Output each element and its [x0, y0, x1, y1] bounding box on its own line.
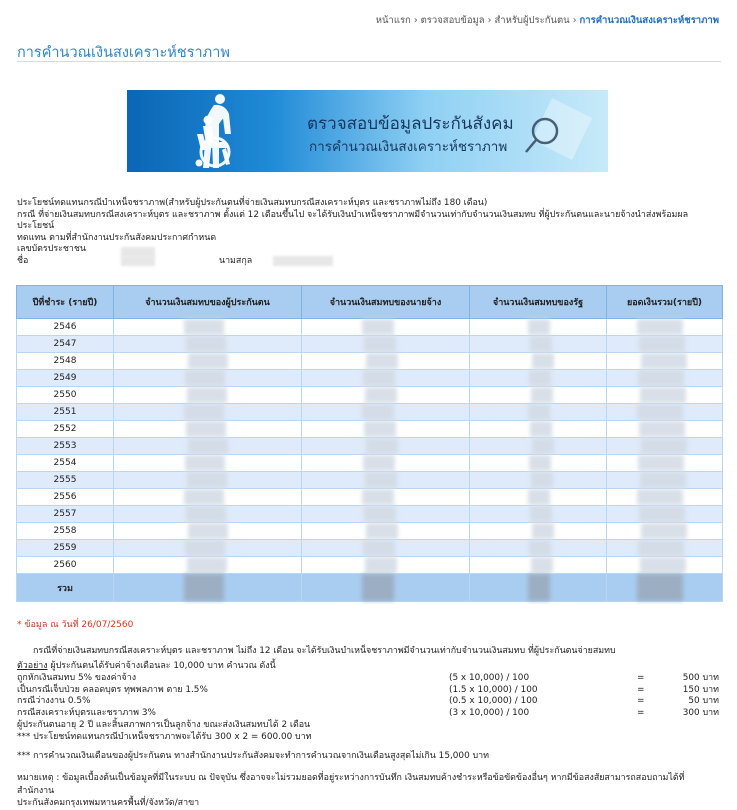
amount-cell-redacted: [470, 523, 607, 540]
col-header-government: จำนวนเงินสมทบของรัฐ: [470, 286, 607, 319]
redacted-value: [365, 557, 397, 573]
amount-cell-redacted: [607, 387, 723, 404]
year-cell: 2551: [17, 404, 114, 421]
data-date-note: * ข้อมูล ณ วันที่ 26/07/2560: [17, 620, 134, 630]
total-cell-redacted: [114, 574, 302, 602]
redacted-value: [186, 336, 226, 352]
table-row: [17, 489, 723, 506]
total-cell-redacted: [607, 574, 723, 602]
calc-equals: =: [637, 696, 645, 707]
redacted-value: [531, 387, 553, 403]
redacted-value: [187, 387, 227, 403]
redacted-value: [364, 421, 396, 437]
amount-cell-redacted: [607, 489, 723, 506]
amount-cell-redacted: [114, 421, 302, 438]
amount-cell-redacted: [470, 540, 607, 557]
breadcrumb: [376, 13, 719, 28]
table-row: [17, 421, 723, 438]
table-row: [17, 557, 723, 574]
amount-cell-redacted: [114, 404, 302, 421]
info-line: ทดแทน ตามที่สำนักงานประกันสังคมประกาศกำหนด: [17, 232, 217, 243]
case-description: กรณีที่จ่ายเงินสมทบกรณีสงเคราะห์บุตร และชราภาพ ไม่ถึง 12 เดือน จะได้รับเงินบำเหน็จชราภาพมีจำนวนเท่ากับจำนวนเงินสมทบ ที่ผู้ประกันตนจ่ายสมทบ: [33, 646, 616, 656]
calc-equals: =: [637, 708, 645, 719]
calculation-example: [17, 661, 723, 744]
year-cell: 2552: [17, 421, 114, 438]
calc-label: กรณีว่างงาน 0.5%: [17, 696, 91, 707]
amount-cell-redacted: [302, 319, 470, 336]
remark: [17, 772, 722, 810]
calc-label: กรณีสงเคราะห์บุตรและชราภาพ 3%: [17, 708, 156, 719]
calc-amount: 300 บาท: [682, 708, 719, 719]
redacted-value: [531, 472, 553, 488]
redacted-value: [365, 472, 397, 488]
amount-cell-redacted: [114, 523, 302, 540]
calc-amount: 500 บาท: [682, 672, 719, 683]
calc-formula: (1.5 x 10,000) / 100: [449, 684, 538, 695]
breadcrumb-current: การคำนวณเงินสงเคราะห์ชราภาพ: [579, 15, 719, 26]
remark-line: ประกันสังคมกรุงเทพมหานครพื้นที่/จังหวัด/สาขา: [17, 798, 200, 808]
redacted-value: [638, 540, 684, 556]
table-row: [17, 319, 723, 336]
breadcrumb-insured-link[interactable]: สำหรับผู้ประกันตน: [494, 15, 570, 26]
col-header-total: ยอดเงินรวม(รายปี): [607, 286, 723, 319]
year-cell: 2558: [17, 523, 114, 540]
calc-formula: (0.5 x 10,000) / 100: [449, 696, 538, 707]
amount-cell-redacted: [302, 421, 470, 438]
amount-cell-redacted: [607, 404, 723, 421]
example-calc-row: [17, 708, 723, 720]
amount-cell-redacted: [114, 319, 302, 336]
id-row: [17, 244, 722, 256]
redacted-value: [637, 319, 683, 335]
redacted-value: [639, 506, 685, 522]
calc-amount: 50 บาท: [688, 696, 719, 707]
redacted-value: [530, 336, 552, 352]
redacted-value: [528, 489, 550, 505]
breadcrumb-separator: ›: [413, 15, 418, 26]
redacted-value: [362, 319, 394, 335]
amount-cell-redacted: [607, 370, 723, 387]
redacted-value: [532, 353, 554, 369]
name-row: [17, 256, 722, 268]
amount-cell-redacted: [114, 438, 302, 455]
calc-amount: 150 บาท: [682, 684, 719, 695]
amount-cell-redacted: [470, 438, 607, 455]
redacted-value: [184, 319, 224, 335]
amount-cell-redacted: [114, 506, 302, 523]
amount-cell-redacted: [470, 472, 607, 489]
table-row: [17, 336, 723, 353]
redacted-value: [362, 489, 394, 505]
redacted-value: [185, 540, 225, 556]
amount-cell-redacted: [470, 404, 607, 421]
year-cell: 2560: [17, 557, 114, 574]
amount-cell-redacted: [302, 370, 470, 387]
amount-cell-redacted: [470, 455, 607, 472]
redacted-value: [362, 404, 394, 420]
redacted-value: [184, 404, 224, 420]
redacted-value: [528, 319, 550, 335]
amount-cell-redacted: [470, 387, 607, 404]
amount-cell-redacted: [470, 421, 607, 438]
redacted-value: [532, 438, 554, 454]
redacted-value: [366, 438, 398, 454]
name-value-redacted: [121, 256, 155, 266]
footnote: *** การคำนวณเงินเดือนของผู้ประกันตน ทางสำนักงานประกันสังคมจะทำการคำนวณจากเงินเดือนสูงสุดไม่เกิน 15,000 บาท: [17, 751, 490, 761]
redacted-value: [363, 370, 395, 386]
redacted-value: [638, 455, 684, 471]
breadcrumb-separator: ›: [572, 15, 577, 26]
table-row: [17, 523, 723, 540]
year-cell: 2553: [17, 438, 114, 455]
amount-cell-redacted: [607, 438, 723, 455]
total-label: รวม: [17, 574, 114, 602]
table-row: [17, 472, 723, 489]
amount-cell-redacted: [607, 336, 723, 353]
calc-label: ถูกหักเงินสมทบ 5% ของค่าจ้าง: [17, 672, 137, 683]
redacted-value: [531, 557, 553, 573]
total-cell-redacted: [470, 574, 607, 602]
amount-cell-redacted: [302, 472, 470, 489]
year-cell: 2557: [17, 506, 114, 523]
banner-title: ตรวจสอบข้อมูลประกันสังคม: [307, 114, 514, 134]
page-title: การคำนวณเงินสงเคราะห์ชราภาพ: [17, 45, 230, 61]
amount-cell-redacted: [607, 455, 723, 472]
redacted-value: [184, 489, 224, 505]
year-cell: 2559: [17, 540, 114, 557]
calc-formula: (5 x 10,000) / 100: [449, 672, 530, 683]
amount-cell-redacted: [302, 336, 470, 353]
col-header-employer: จำนวนเงินสมทบของนายจ้าง: [302, 286, 470, 319]
redacted-value: [187, 472, 227, 488]
amount-cell-redacted: [607, 319, 723, 336]
example-heading: ตัวอย่าง: [17, 661, 48, 671]
amount-cell-redacted: [114, 336, 302, 353]
banner: [127, 90, 608, 172]
amount-cell-redacted: [114, 370, 302, 387]
amount-cell-redacted: [114, 540, 302, 557]
redacted-value: [364, 506, 396, 522]
redacted-value: [640, 557, 686, 573]
total-cell-redacted: [302, 574, 470, 602]
table-row: [17, 455, 723, 472]
redacted-value: [186, 506, 226, 522]
amount-cell-redacted: [302, 557, 470, 574]
table-header-row: [17, 286, 723, 319]
year-cell: 2548: [17, 353, 114, 370]
amount-cell-redacted: [114, 455, 302, 472]
redacted-value: [528, 404, 550, 420]
amount-cell-redacted: [607, 557, 723, 574]
amount-cell-redacted: [114, 489, 302, 506]
amount-cell-redacted: [302, 455, 470, 472]
redacted-value: [364, 336, 396, 352]
redacted-value: [188, 523, 228, 539]
title-divider: [17, 61, 721, 62]
info-line: ประโยชน์ทดแทนกรณีบำเหน็จชราภาพ(สำหรับผู้ประกันตนที่จ่ายเงินสมทบกรณีสงเคราะห์บุตร และชราภาพไม่ถึง 180 เดือน): [17, 198, 488, 208]
year-cell: 2554: [17, 455, 114, 472]
id-label: เลขบัตรประชาชน: [17, 244, 86, 254]
table-row: [17, 438, 723, 455]
table-row: [17, 370, 723, 387]
year-cell: 2547: [17, 336, 114, 353]
redacted-value: [638, 370, 684, 386]
amount-cell-redacted: [470, 557, 607, 574]
redacted-value: [365, 387, 397, 403]
calc-formula: (3 x 10,000) / 100: [449, 708, 530, 719]
redacted-value: [637, 404, 683, 420]
col-header-year: ปีที่ชำระ (รายปี): [17, 286, 114, 319]
example-line: ผู้ประกันตนอายุ 2 ปี และสิ้นสภาพการเป็นลูกจ้าง ขณะส่งเงินสมทบได้ 2 เดือน: [17, 719, 311, 730]
redacted-value: [187, 557, 227, 573]
redacted-value: [530, 506, 552, 522]
year-cell: 2549: [17, 370, 114, 387]
year-cell: 2546: [17, 319, 114, 336]
insured-info: [17, 198, 722, 268]
name-label: ชื่อ: [17, 256, 29, 266]
redacted-value: [640, 472, 686, 488]
table-row: [17, 404, 723, 421]
surname-label: นามสกุล: [219, 256, 253, 266]
example-intro-text: ผู้ประกันตนได้รับค่าจ้างเดือนละ 10,000 บาท คำนวณ ดังนี้: [47, 661, 276, 671]
amount-cell-redacted: [114, 472, 302, 489]
year-cell: 2556: [17, 489, 114, 506]
redacted-value: [186, 421, 226, 437]
redacted-value: [641, 438, 687, 454]
redacted-value: [363, 540, 395, 556]
year-cell: 2555: [17, 472, 114, 489]
contribution-table: [16, 285, 723, 602]
redacted-value: [184, 574, 224, 601]
redacted-value: [363, 455, 395, 471]
amount-cell-redacted: [607, 506, 723, 523]
example-calc-row: [17, 673, 723, 685]
redacted-value: [528, 574, 550, 601]
amount-cell-redacted: [114, 557, 302, 574]
example-intro: [17, 661, 723, 673]
amount-cell-redacted: [470, 370, 607, 387]
surname-value-redacted: [273, 256, 333, 266]
col-header-insured: จำนวนเงินสมทบของผู้ประกันตน: [114, 286, 302, 319]
amount-cell-redacted: [607, 421, 723, 438]
total-row: [17, 574, 723, 602]
redacted-value: [637, 574, 683, 601]
calc-label: เป็นกรณีเจ็บป่วย คลอดบุตร ทุพพลภาพ ตาย 1.5%: [17, 684, 208, 695]
redacted-value: [639, 336, 685, 352]
redacted-value: [185, 370, 225, 386]
amount-cell-redacted: [607, 540, 723, 557]
remark-line: หมายเหตุ : ข้อมูลเบื้องต้นเป็นข้อมูลที่มีในระบบ ณ ปัจจุบัน ซึ่งอาจจะไม่รวมยอดที่อยู่ระหว่างการบันทึก เงินสมทบค้างชำระหรือข้อขัดข้องอื่นๆ หากมีข้อสงสัยสามารถสอบถามได้ที่ สำนักงาน: [17, 773, 685, 796]
table-row: [17, 387, 723, 404]
amount-cell-redacted: [302, 489, 470, 506]
amount-cell-redacted: [302, 506, 470, 523]
amount-cell-redacted: [302, 353, 470, 370]
table-row: [17, 353, 723, 370]
redacted-value: [641, 353, 687, 369]
example-calc-row: [17, 696, 723, 708]
year-cell: 2550: [17, 387, 114, 404]
amount-cell-redacted: [470, 353, 607, 370]
amount-cell-redacted: [302, 387, 470, 404]
amount-cell-redacted: [302, 438, 470, 455]
calc-equals: =: [637, 672, 645, 683]
redacted-value: [532, 523, 554, 539]
redacted-value: [529, 455, 551, 471]
amount-cell-redacted: [470, 489, 607, 506]
banner-subtitle: การคำนวณเงินสงเคราะห์ชราภาพ: [309, 139, 508, 155]
redacted-value: [188, 353, 228, 369]
example-calc-row: [17, 685, 723, 697]
calc-equals: =: [637, 684, 645, 695]
amount-cell-redacted: [302, 523, 470, 540]
amount-cell-redacted: [607, 353, 723, 370]
table-row: [17, 540, 723, 557]
amount-cell-redacted: [114, 387, 302, 404]
redacted-value: [185, 455, 225, 471]
redacted-value: [639, 421, 685, 437]
redacted-value: [530, 421, 552, 437]
amount-cell-redacted: [470, 319, 607, 336]
amount-cell-redacted: [302, 404, 470, 421]
info-line: กรณี ที่จ่ายเงินสมทบกรณีสงเคราะห์บุตร และชราภาพ ตั้งแต่ 12 เดือนขึ้นไป จะได้รับเงินบำเหน็จชราภาพมีจำนวนเท่ากับจำนวนเงินสมทบ ที่ผู้ประกันตนและนายจ้างนำส่งพร้อมผลประโยชน์: [17, 209, 689, 231]
amount-cell-redacted: [114, 353, 302, 370]
example-line: *** ประโยชน์ทดแทนกรณีบำเหน็จชราภาพจะได้รับ 300 x 2 = 600.00 บาท: [17, 731, 312, 742]
amount-cell-redacted: [470, 336, 607, 353]
table-row: [17, 506, 723, 523]
redacted-value: [637, 489, 683, 505]
redacted-value: [640, 387, 686, 403]
amount-cell-redacted: [607, 523, 723, 540]
redacted-value: [529, 370, 551, 386]
redacted-value: [641, 523, 687, 539]
amount-cell-redacted: [302, 540, 470, 557]
breadcrumb-check-data-link[interactable]: ตรวจสอบข้อมูล: [420, 15, 485, 26]
breadcrumb-separator: ›: [487, 15, 492, 26]
breadcrumb-home-link[interactable]: หน้าแรก: [375, 15, 411, 26]
redacted-value: [529, 540, 551, 556]
amount-cell-redacted: [470, 506, 607, 523]
redacted-value: [366, 353, 398, 369]
redacted-value: [188, 438, 228, 454]
redacted-value: [366, 523, 398, 539]
amount-cell-redacted: [607, 472, 723, 489]
redacted-value: [362, 574, 394, 601]
